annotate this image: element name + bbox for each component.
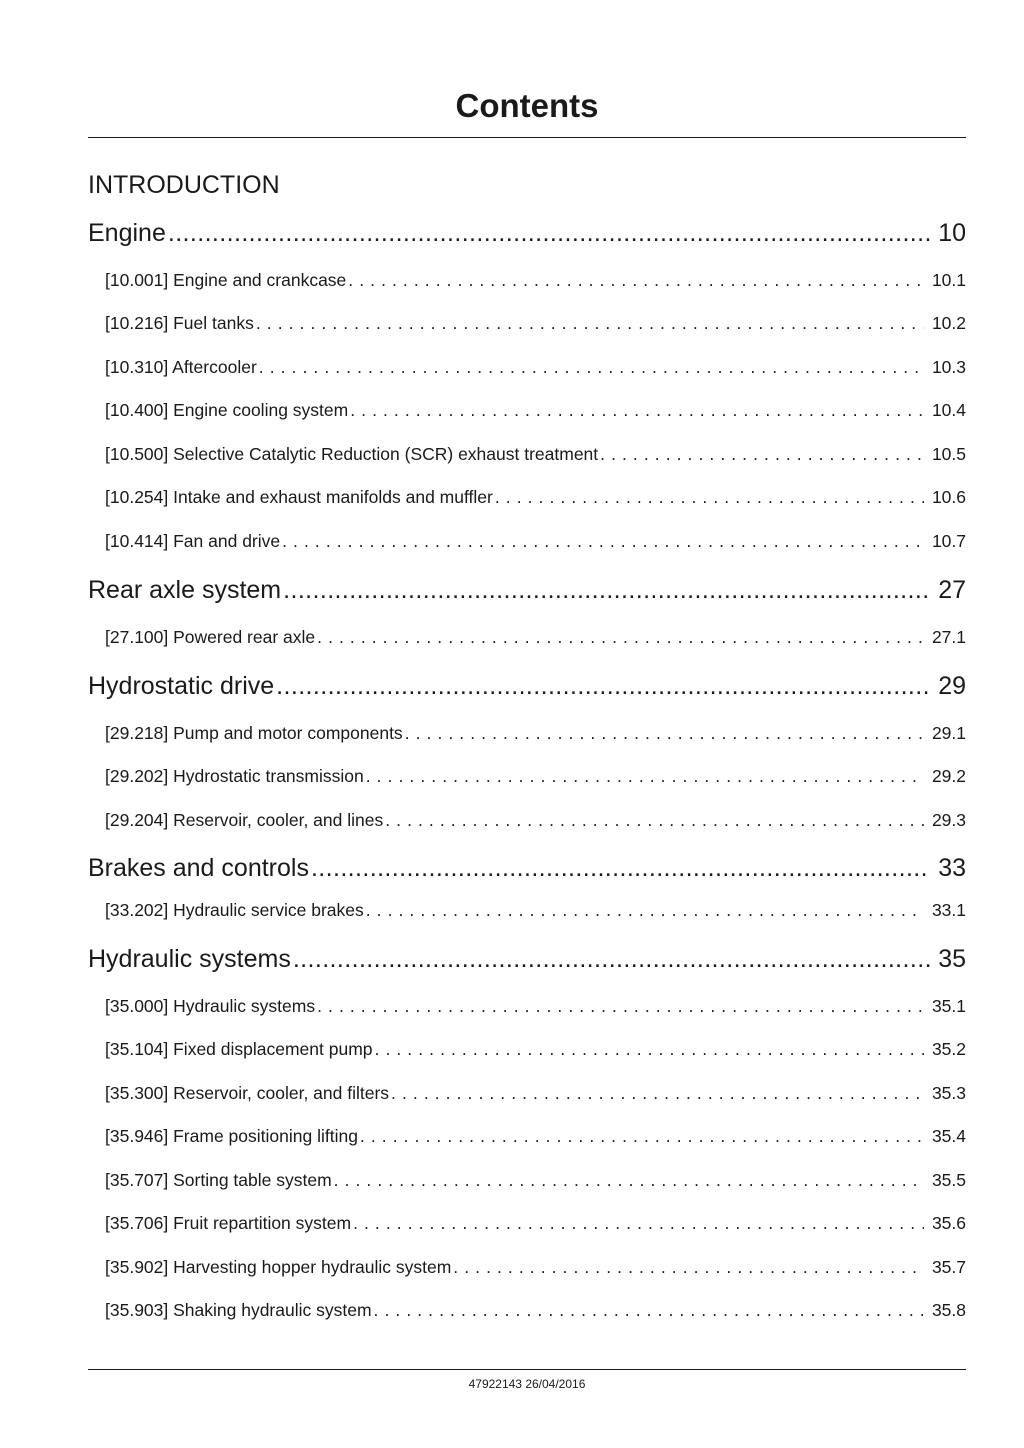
dot-leader [282,528,924,554]
toc-item-page: 35.3 [931,1083,966,1103]
toc-item-label: [10.400] Engine cooling system [105,400,349,420]
toc-item[interactable] [105,1210,966,1236]
dot-leader [366,763,924,789]
toc-item-page: 10.7 [931,531,966,551]
toc-item-page: 35.6 [931,1213,966,1233]
dot-leader [375,1036,924,1062]
toc-item-label: [35.104] Fixed displacement pump [105,1039,373,1059]
toc-item-page: 35.4 [931,1126,966,1146]
toc-item[interactable] [105,397,966,423]
intro-heading[interactable]: INTRODUCTION [88,171,280,199]
toc-item-label: [35.903] Shaking hydraulic system [105,1300,372,1320]
dot-leader [293,942,930,976]
dot-leader [317,993,924,1019]
dot-leader [353,1210,924,1236]
toc-section-page: 10 [938,219,966,247]
toc-item[interactable] [105,1080,966,1106]
toc-item[interactable] [105,310,966,336]
toc-section-page: 27 [938,576,966,604]
toc-item[interactable] [105,993,966,1019]
toc-section-brakes-and-controls[interactable] [88,851,966,885]
toc-item[interactable] [105,354,966,380]
toc-item-label: [10.414] Fan and drive [105,531,281,551]
dot-leader [311,851,930,885]
toc-item-page: 29.1 [931,723,966,743]
toc-item-label: [29.218] Pump and motor components [105,723,403,743]
dot-leader [453,1254,924,1280]
toc-item[interactable] [105,1036,966,1062]
dot-leader [168,216,930,250]
toc-section-label: Rear axle system [88,576,282,604]
toc-section-label: Hydraulic systems [88,945,291,973]
toc-item-page: 29.2 [931,766,966,786]
dot-leader [259,354,924,380]
dot-leader [495,484,924,510]
toc-item-page: 33.1 [931,900,966,920]
toc-item[interactable] [105,807,966,833]
dot-leader [360,1123,924,1149]
toc-item[interactable] [105,484,966,510]
toc-item[interactable] [105,1297,966,1323]
toc-item-page: 10.5 [931,444,966,464]
toc-item-page: 35.1 [931,996,966,1016]
page-title: Contents [455,87,599,124]
toc-item-page: 10.4 [931,400,966,420]
dot-leader [405,720,924,746]
toc-item-label: [33.202] Hydraulic service brakes [105,900,364,920]
toc-item-label: [10.216] Fuel tanks [105,313,254,333]
toc-item-label: [35.706] Fruit repartition system [105,1213,352,1233]
toc-section-page: 29 [938,672,966,700]
page-footer: 47922143 26/04/2016 [468,1377,586,1391]
dot-leader [366,897,924,923]
title-divider [88,137,966,138]
toc-item-label: [29.202] Hydrostatic transmission [105,766,364,786]
toc-item-label: [10.001] Engine and crankcase [105,270,347,290]
toc-section-page: 35 [938,945,966,973]
toc-item-page: 10.1 [931,270,966,290]
toc-section-rear-axle-system[interactable] [88,573,966,607]
toc-item[interactable] [105,720,966,746]
toc-item-page: 10.2 [931,313,966,333]
toc-item[interactable] [105,1123,966,1149]
dot-leader [391,1080,924,1106]
toc-item-page: 35.5 [931,1170,966,1190]
toc-item[interactable] [105,1254,966,1280]
dot-leader [348,267,924,293]
footer-divider [88,1369,966,1370]
toc-section-hydrostatic-drive[interactable] [88,669,966,703]
toc-item-page: 10.6 [931,487,966,507]
toc-item[interactable] [105,1167,966,1193]
toc-item[interactable] [105,441,966,467]
toc-item-page: 35.8 [931,1300,966,1320]
toc-item[interactable] [105,528,966,554]
dot-leader [385,807,924,833]
toc-item-label: [10.500] Selective Catalytic Reduction (SCR) exhaust treatment [105,444,599,464]
dot-leader [317,624,924,650]
toc-section-page: 33 [938,854,966,882]
toc-item[interactable] [105,763,966,789]
dot-leader [600,441,924,467]
dot-leader [350,397,924,423]
toc-section-engine[interactable] [88,216,966,250]
toc-section-label: Brakes and controls [88,854,309,882]
toc-item-label: [27.100] Powered rear axle [105,627,316,647]
toc-item[interactable] [105,897,966,923]
toc-section-hydraulic-systems[interactable] [88,942,966,976]
dot-leader [374,1297,924,1323]
toc-item[interactable] [105,624,966,650]
toc-item-label: [35.000] Hydraulic systems [105,996,316,1016]
toc-item-page: 27.1 [931,627,966,647]
toc-section-label: Engine [88,219,166,247]
toc-item-page: 10.3 [931,357,966,377]
toc-item-label: [35.946] Frame positioning lifting [105,1126,358,1146]
toc-item-page: 35.2 [931,1039,966,1059]
toc-item-label: [10.254] Intake and exhaust manifolds and muffler [105,487,493,507]
dot-leader [283,573,930,607]
toc-section-label: Hydrostatic drive [88,672,275,700]
dot-leader [276,669,930,703]
toc-item-label: [10.310] Aftercooler [105,357,257,377]
toc-item-label: [29.204] Reservoir, cooler, and lines [105,810,384,830]
toc-item-page: 29.3 [931,810,966,830]
toc-item[interactable] [105,267,966,293]
toc-item-label: [35.902] Harvesting hopper hydraulic system [105,1257,452,1277]
toc-item-page: 35.7 [931,1257,966,1277]
dot-leader [256,310,924,336]
dot-leader [334,1167,924,1193]
toc-item-label: [35.707] Sorting table system [105,1170,332,1190]
toc-item-label: [35.300] Reservoir, cooler, and filters [105,1083,390,1103]
